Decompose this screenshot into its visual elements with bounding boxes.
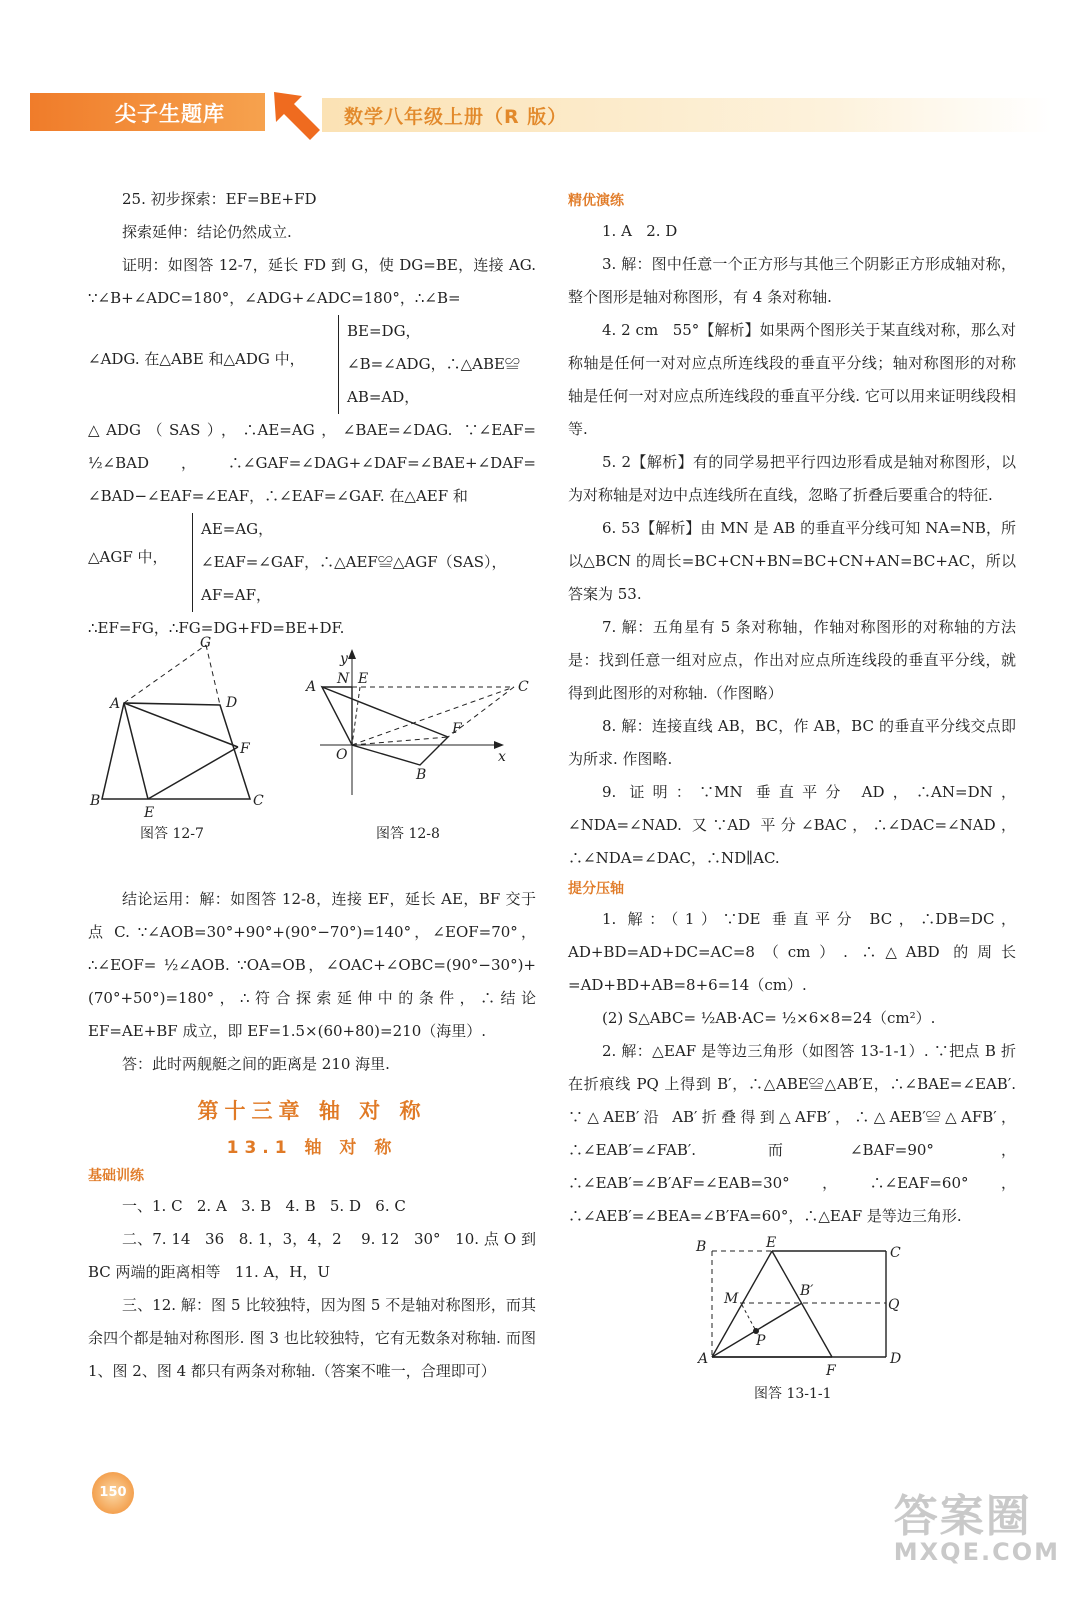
answer-6: 6. 53【解析】由 MN 是 AB 的垂直平分线可知 NA=NB，所以△BCN 的周长=BC+CN+BN=BC+CN+AN=BC+AC，所以答案为 53. — [568, 519, 1016, 603]
left-column — [88, 183, 541, 1388]
answer-7: 7. 解：五角星有 5 条对称轴，作轴对称图形的对称轴的方法是：找到任意一组对应点，作出对应点所连线段的垂直平分线，就得到此图形的对称轴.（作图略） — [568, 618, 1016, 702]
figure-12-8 — [300, 645, 548, 845]
section-label-basic: 基础训练 — [88, 1168, 144, 1184]
figure-13-1-1 — [696, 1237, 916, 1385]
fig1-caption: 图答 12-7 — [140, 826, 204, 842]
brace-line: ∠EAF=∠GAF，∴△AEF≌△AGF（SAS）， — [201, 553, 507, 571]
push-answer-2: 2. 解：△EAF 是等边三角形（如图答 13-1-1）. ∵把点 B 折在折痕线 PQ 上得到 B′，∴△ABE≌△AB′E，∴∠BAE=∠EAB′. ∵△AEB′沿 AB′折叠得到△AFB′，∴△AEB′≌△AFB′，∴∠EAB′=∠FAB′. 而∠BAF=90°，∴∠EAB′=∠B′AF=∠EAB=30°，∴∠EAF=60°，∴∠AEB′=∠BEA=∠B′FA=60°，∴△EAF 是等边三角形. — [568, 1042, 1021, 1225]
brace-line: ∠B=∠ADG，∴△ABE≌ — [347, 355, 520, 373]
q25-conclusion: ∴EF=FG，∴FG=DG+FD=BE+DF. — [88, 619, 345, 637]
brace-system-2 — [88, 513, 536, 612]
fig3-label-d: D — [890, 1351, 902, 1367]
answer-1-2: 1. A 2. D — [602, 222, 678, 240]
q25-answer: 答：此时两舰艇之间的距离是 210 海里. — [122, 1055, 390, 1073]
fig3-caption: 图答 13-1-1 — [754, 1386, 832, 1402]
fig2-label-f: F — [452, 721, 462, 737]
fig3-label-m: M — [724, 1291, 739, 1307]
answer-9: 9. 证明：∵MN 垂直平分 AD，∴AN=DN，∠NDA=∠NAD. 又∵AD 平分∠BAC，∴∠DAC=∠NAD，∴∠NDA=∠DAC，∴ND∥AC. — [568, 783, 1016, 867]
fig1-label-g: G — [200, 635, 212, 651]
page-number: 150 — [92, 1472, 134, 1514]
q25-intro: 25. 初步探索：EF=BE+FD — [122, 190, 317, 208]
figure-13-1-1-wrap — [568, 1233, 1016, 1403]
brace-label-2: △AGF 中， — [88, 548, 168, 566]
q25-proof-cont: △ADG（SAS），∴AE=AG，∠BAE=∠DAG. ∵∠EAF= ½∠BAD，∴∠GAF=∠DAG+∠DAF=∠BAE+∠DAF= ∠BAD−∠EAF=∠EAF，∴∠EAF=∠GAF. 在△AEF 和 — [88, 421, 541, 505]
answers-part3: 三、12. 解：图 5 比较独特，因为图 5 不是轴对称图形，而其余四个都是轴对称图形. 图 3 也比较独特，它有无数条对称轴. 而图 1、图 2、图 4 都只有两条对称轴.（答案不唯一，合理即可） — [88, 1296, 541, 1380]
brace-line: AB=AD， — [347, 388, 420, 406]
fig1-label-c: C — [253, 793, 264, 809]
fig2-label-e: E — [358, 671, 369, 687]
answers-part2: 二、7. 14 36 8. 1，3，4，2 9. 12 30° 10. 点 O 到 BC 两端的距离相等 11. A，H，U — [88, 1230, 541, 1281]
answer-4: 4. 2 cm 55°【解析】如果两个图形关于某直线对称，那么对称轴是任何一对对应点所连线段的垂直平分线；轴对称图形的对称轴是任何一对对应点所连线段的垂直平分线. 它可以用来证明线段相等. — [568, 321, 1016, 438]
series-banner — [30, 93, 265, 131]
watermark-url: MXQE.COM — [893, 1538, 1060, 1566]
fig2-label-c: C — [518, 679, 529, 695]
section-label-good: 精优演练 — [568, 193, 624, 209]
fig1-label-a: A — [110, 696, 121, 712]
fig2-label-b: B — [416, 767, 427, 783]
q25-extend: 探索延伸：结论仍然成立. — [122, 223, 292, 241]
brace-label-1: ∠ADG. 在△ABE 和△ADG 中， — [88, 350, 305, 368]
chapter-title: 第十三章 轴 对 称 — [197, 1099, 427, 1123]
push-answer-1: 1. 解：（1）∵DE 垂直平分 BC，∴DB=DC，AD+BD=AD+DC=AC=8（cm）. ∴△ABD 的周长=AD+BD+AB=8+6=14（cm）. — [568, 910, 1016, 994]
section-title: 13.1 轴 对 称 — [226, 1138, 398, 1158]
fig1-label-d: D — [226, 695, 238, 711]
fig2-label-o: O — [336, 747, 348, 763]
q25-proof: 证明：如图答 12-7，延长 FD 到 G，使 DG=BE，连接 AG. ∵∠B+∠ADC=180°，∠ADG+∠ADC=180°，∴∠B= — [88, 256, 541, 307]
fig2-caption: 图答 12-8 — [376, 826, 440, 842]
fig1-label-b: B — [90, 793, 101, 809]
figure-12-7 — [88, 635, 288, 845]
series-title: 尖子生题库 — [115, 102, 225, 126]
book-title: 数学八年级上册（R 版） — [344, 106, 568, 128]
answers-part1: 一、1. C 2. A 3. B 4. B 5. D 6. C — [122, 1197, 406, 1215]
fig3-label-q: Q — [888, 1297, 900, 1313]
watermark-text: 答案圈 — [893, 1491, 1032, 1542]
fig3-label-f: F — [826, 1363, 836, 1379]
fig3-label-e: E — [766, 1235, 777, 1251]
brace-line: BE=DG， — [347, 322, 421, 340]
fig3-label-b: B — [696, 1239, 707, 1255]
q25-apply: 结论运用：解：如图答 12-8，连接 EF，延长 AE，BF 交于点 C. ∵∠AOB=30°+90°+(90°−70°)=140°，∠EOF=70°，∴∠EOF= ½∠AOB. ∵OA=OB，∠OAC+∠OBC=(90°−30°)+(70°+50°)=180°，∴符合探索延伸中的条件，∴结论 EF=AE+BF 成立，即 EF=1.5×(60+80)=210（海里）. — [88, 890, 541, 1040]
answer-5: 5. 2【解析】有的同学易把平行四边形看成是轴对称图形，以为对称轴是对边中点连线所在直线，忽略了折叠后要重合的特征. — [568, 453, 1016, 504]
fig1-label-e: E — [144, 805, 155, 821]
watermark — [894, 1480, 1060, 1566]
brace-system-1 — [88, 315, 536, 414]
answer-3: 3. 解：图中任意一个正方形与其他三个阴影正方形成轴对称，整个图形是轴对称图形，有 4 条对称轴. — [568, 255, 1016, 306]
brace-line: AF=AF， — [201, 586, 272, 604]
figures-row — [88, 635, 536, 883]
fig2-label-a: A — [306, 679, 317, 695]
fig2-label-y: y — [340, 651, 348, 667]
book-banner — [322, 98, 1052, 132]
push-answer-1b: (2) S△ABC= ½AB·AC= ½×6×8=24（cm²）. — [602, 1009, 936, 1027]
arrow-icon — [268, 86, 324, 142]
brace-line: AE=AG， — [201, 520, 274, 538]
fig3-label-p: P — [756, 1333, 766, 1349]
right-column — [568, 187, 1021, 1403]
fig3-label-c: C — [890, 1245, 901, 1261]
fig3-label-bprime: B′ — [800, 1283, 814, 1299]
fig2-label-x: x — [498, 749, 506, 765]
fig3-label-a: A — [698, 1351, 709, 1367]
fig1-label-f: F — [240, 741, 250, 757]
section-label-up: 提分压轴 — [568, 881, 624, 897]
fig2-label-n: N — [337, 671, 350, 687]
answer-8: 8. 解：连接直线 AB，BC，作 AB，BC 的垂直平分线交点即为所求. 作图略. — [568, 717, 1016, 768]
